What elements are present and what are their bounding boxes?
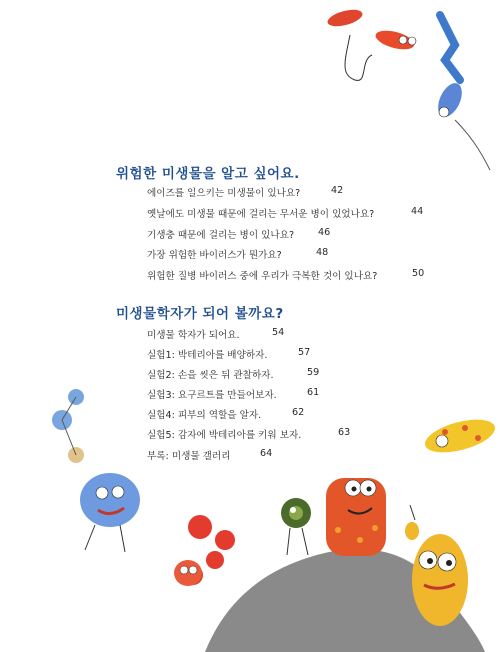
toc-entry[interactable]: 부록: 미생물 갤러리 bbox=[147, 451, 231, 462]
red-cocci-icon bbox=[174, 515, 235, 586]
toc-page-number: 48 bbox=[316, 247, 329, 258]
toc-page-number: 59 bbox=[307, 367, 320, 378]
section-title-become-microbiologist: 미생물학자가 되어 볼까요? bbox=[116, 306, 284, 322]
toc-entry[interactable]: 에이즈를 일으키는 미생물이 있나요? bbox=[147, 188, 301, 199]
toc-entry[interactable]: 실험2: 손을 씻은 뒤 관찰하자. bbox=[147, 370, 274, 381]
toc-entry[interactable]: 실험3: 요구르트를 만들어보자. bbox=[147, 390, 277, 401]
toc-entry[interactable]: 미생물 학자가 되어요. bbox=[147, 330, 240, 341]
toc-page-number: 42 bbox=[331, 185, 344, 196]
toc-page-number: 64 bbox=[260, 448, 273, 459]
toc-entry[interactable]: 기생충 때문에 걸리는 병이 있나요? bbox=[147, 230, 295, 241]
section-title-dangerous-microbes: 위험한 미생물을 알고 싶어요. bbox=[116, 166, 300, 182]
toc-page-number: 44 bbox=[411, 206, 424, 217]
toc-page-number: 62 bbox=[292, 407, 305, 418]
toc-entry[interactable]: 실험5: 감자에 박테리아를 키워 보자. bbox=[147, 430, 302, 441]
toc-page-number: 54 bbox=[272, 327, 285, 338]
toc-page-number: 46 bbox=[318, 227, 331, 238]
toc-page-number: 50 bbox=[412, 268, 425, 279]
toc-entry[interactable]: 실험1: 박테리아를 배양하자. bbox=[147, 350, 268, 361]
toc-page-number: 57 bbox=[298, 347, 311, 358]
yellow-bacillus-icon bbox=[422, 413, 499, 459]
top-right-microbes-icon bbox=[326, 7, 490, 170]
toc-page-number: 63 bbox=[338, 427, 351, 438]
toc-entry[interactable]: 가장 위험한 바이러스가 뭔가요? bbox=[147, 250, 282, 261]
green-microbe-icon bbox=[281, 498, 311, 555]
blue-microbe-icon bbox=[52, 389, 140, 552]
toc-entry[interactable]: 옛날에도 미생물 때문에 걸리는 무서운 병이 있었나요? bbox=[147, 209, 375, 220]
orange-microbe-icon bbox=[326, 478, 386, 556]
toc-entry[interactable]: 위험한 질병 바이러스 중에 우리가 극복한 것이 있나요? bbox=[147, 271, 378, 282]
toc-page-number: 61 bbox=[307, 387, 320, 398]
toc-entry[interactable]: 실험4: 피부의 역할을 알자. bbox=[147, 410, 262, 421]
